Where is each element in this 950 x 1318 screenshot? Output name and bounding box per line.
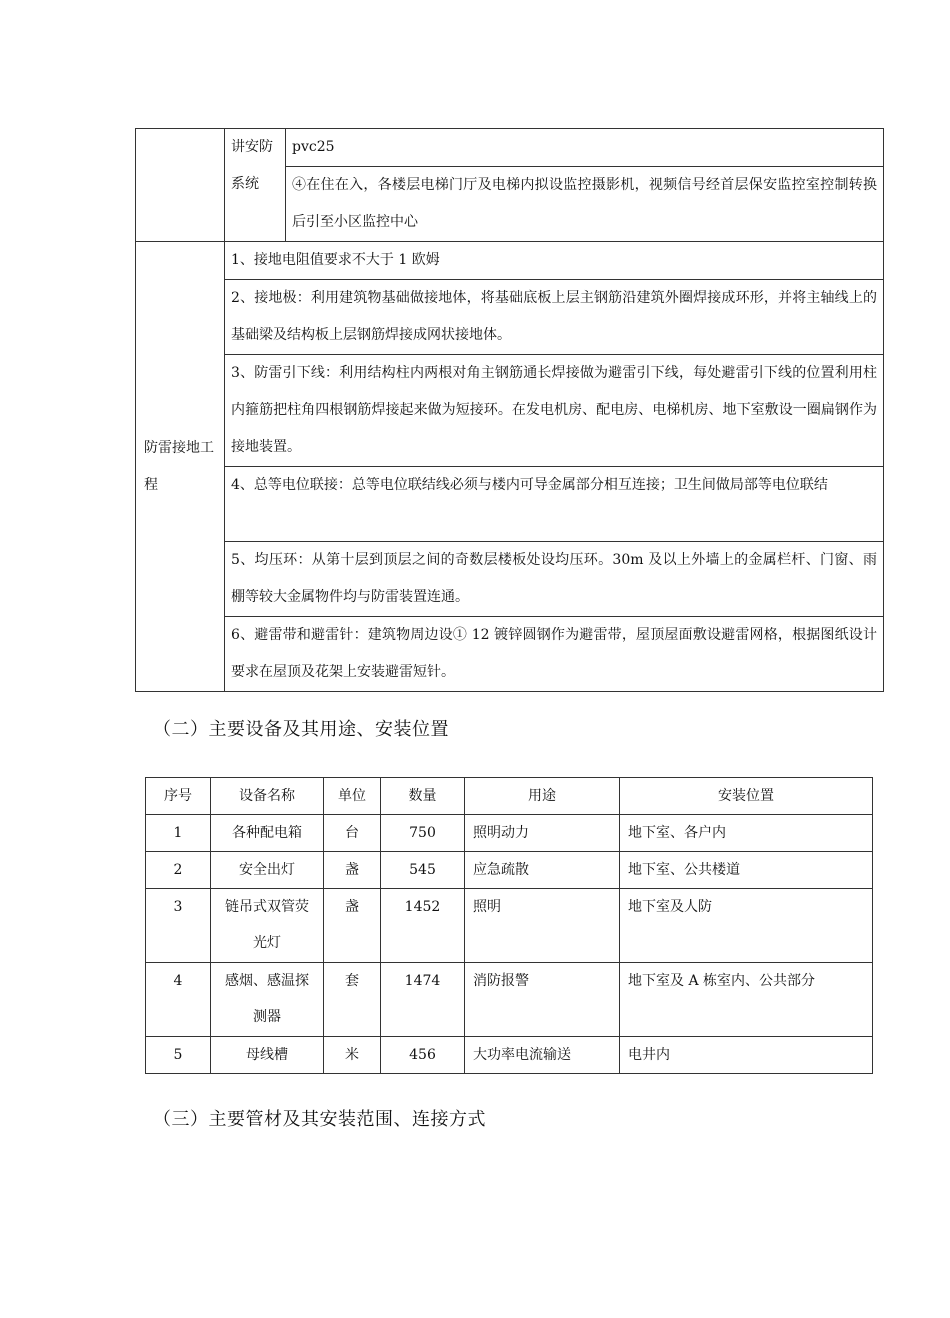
lightning-protection-table — [135, 128, 884, 692]
row-use: 应急疏散 — [465, 852, 620, 889]
row-no: 5 — [146, 1037, 211, 1074]
row-unit: 台 — [324, 815, 381, 852]
lightning-item-2: 2、接地极：利用建筑物基础做接地体，将基础底板上层主钢筋沿建筑外圈焊接成环形，并将主轴线上的基础梁及结构板上层钢筋焊接成网状接地体。 — [225, 280, 884, 355]
row-use: 照明动力 — [465, 815, 620, 852]
row-qty: 456 — [381, 1037, 465, 1074]
row-name: 链吊式双管荧光灯 — [211, 889, 324, 963]
table-row — [146, 815, 873, 852]
header-unit: 单位 — [324, 778, 381, 815]
row-unit: 套 — [324, 963, 381, 1037]
header-use: 用途 — [465, 778, 620, 815]
equipment-table — [145, 777, 873, 1074]
row-no: 2 — [146, 852, 211, 889]
table-row — [146, 889, 873, 963]
table-row — [146, 852, 873, 889]
row-unit: 盏 — [324, 852, 381, 889]
lightning-item-1: 1、接地电阻值要求不大于 1 欧姆 — [225, 242, 884, 280]
lightning-category-cell: 防雷接地工程 — [136, 242, 225, 692]
row-qty: 750 — [381, 815, 465, 852]
row-use: 大功率电流输送 — [465, 1037, 620, 1074]
row-use: 照明 — [465, 889, 620, 963]
row-no: 1 — [146, 815, 211, 852]
header-location: 安装位置 — [620, 778, 873, 815]
row-location: 地下室及人防 — [620, 889, 873, 963]
header-qty: 数量 — [381, 778, 465, 815]
pvc-cell: pvc25 — [286, 129, 884, 167]
row-name: 各种配电箱 — [211, 815, 324, 852]
row-qty: 1474 — [381, 963, 465, 1037]
row-location: 地下室及 A 栋室内、公共部分 — [620, 963, 873, 1037]
row-name: 母线槽 — [211, 1037, 324, 1074]
row-name: 安全出灯 — [211, 852, 324, 889]
security-sub-label: 讲安防系统 — [225, 129, 286, 242]
header-no: 序号 — [146, 778, 211, 815]
table-row — [146, 963, 873, 1037]
row-location: 电井内 — [620, 1037, 873, 1074]
row-no: 3 — [146, 889, 211, 963]
lightning-item-3: 3、防雷引下线：利用结构柱内两根对角主钢筋通长焊接做为避雷引下线，每处避雷引下线的位置利用柱内箍筋把柱角四根钢筋焊接起来做为短接环。在发电机房、配电房、电梯机房、地下室敷设一圈扁钢作为接地装置。 — [225, 355, 884, 467]
row-qty: 1452 — [381, 889, 465, 963]
security-category-cell — [136, 129, 225, 242]
row-qty: 545 — [381, 852, 465, 889]
row-no: 4 — [146, 963, 211, 1037]
row-unit: 盏 — [324, 889, 381, 963]
row-location: 地下室、各户内 — [620, 815, 873, 852]
row-name: 感烟、感温探测器 — [211, 963, 324, 1037]
table-row — [146, 1037, 873, 1074]
camera-description: ④在住在入，各楼层电梯门厅及电梯内拟设监控摄影机，视频信号经首层保安监控室控制转换后引至小区监控中心 — [286, 167, 884, 242]
lightning-item-6: 6、避雷带和避雷针：建筑物周边设① 12 镀锌圆钢作为避雷带，屋顶屋面敷设避雷网格，根据图纸设计要求在屋顶及花架上安装避雷短针。 — [225, 617, 884, 692]
row-location: 地下室、公共楼道 — [620, 852, 873, 889]
section-heading-pipes: （三）主要管材及其安装范围、连接方式 — [153, 1109, 486, 1130]
section-heading-equipment: （二）主要设备及其用途、安装位置 — [153, 719, 449, 740]
table-header-row — [146, 778, 873, 815]
lightning-item-5: 5、均压环：从第十层到顶层之间的奇数层楼板处设均压环。30m 及以上外墙上的金属栏杆、门窗、雨棚等较大金属物件均与防雷装置连通。 — [225, 542, 884, 617]
lightning-item-4: 4、总等电位联接：总等电位联结线必须与楼内可导金属部分相互连接；卫生间做局部等电位联结 — [225, 467, 884, 542]
row-use: 消防报警 — [465, 963, 620, 1037]
row-unit: 米 — [324, 1037, 381, 1074]
header-name: 设备名称 — [211, 778, 324, 815]
